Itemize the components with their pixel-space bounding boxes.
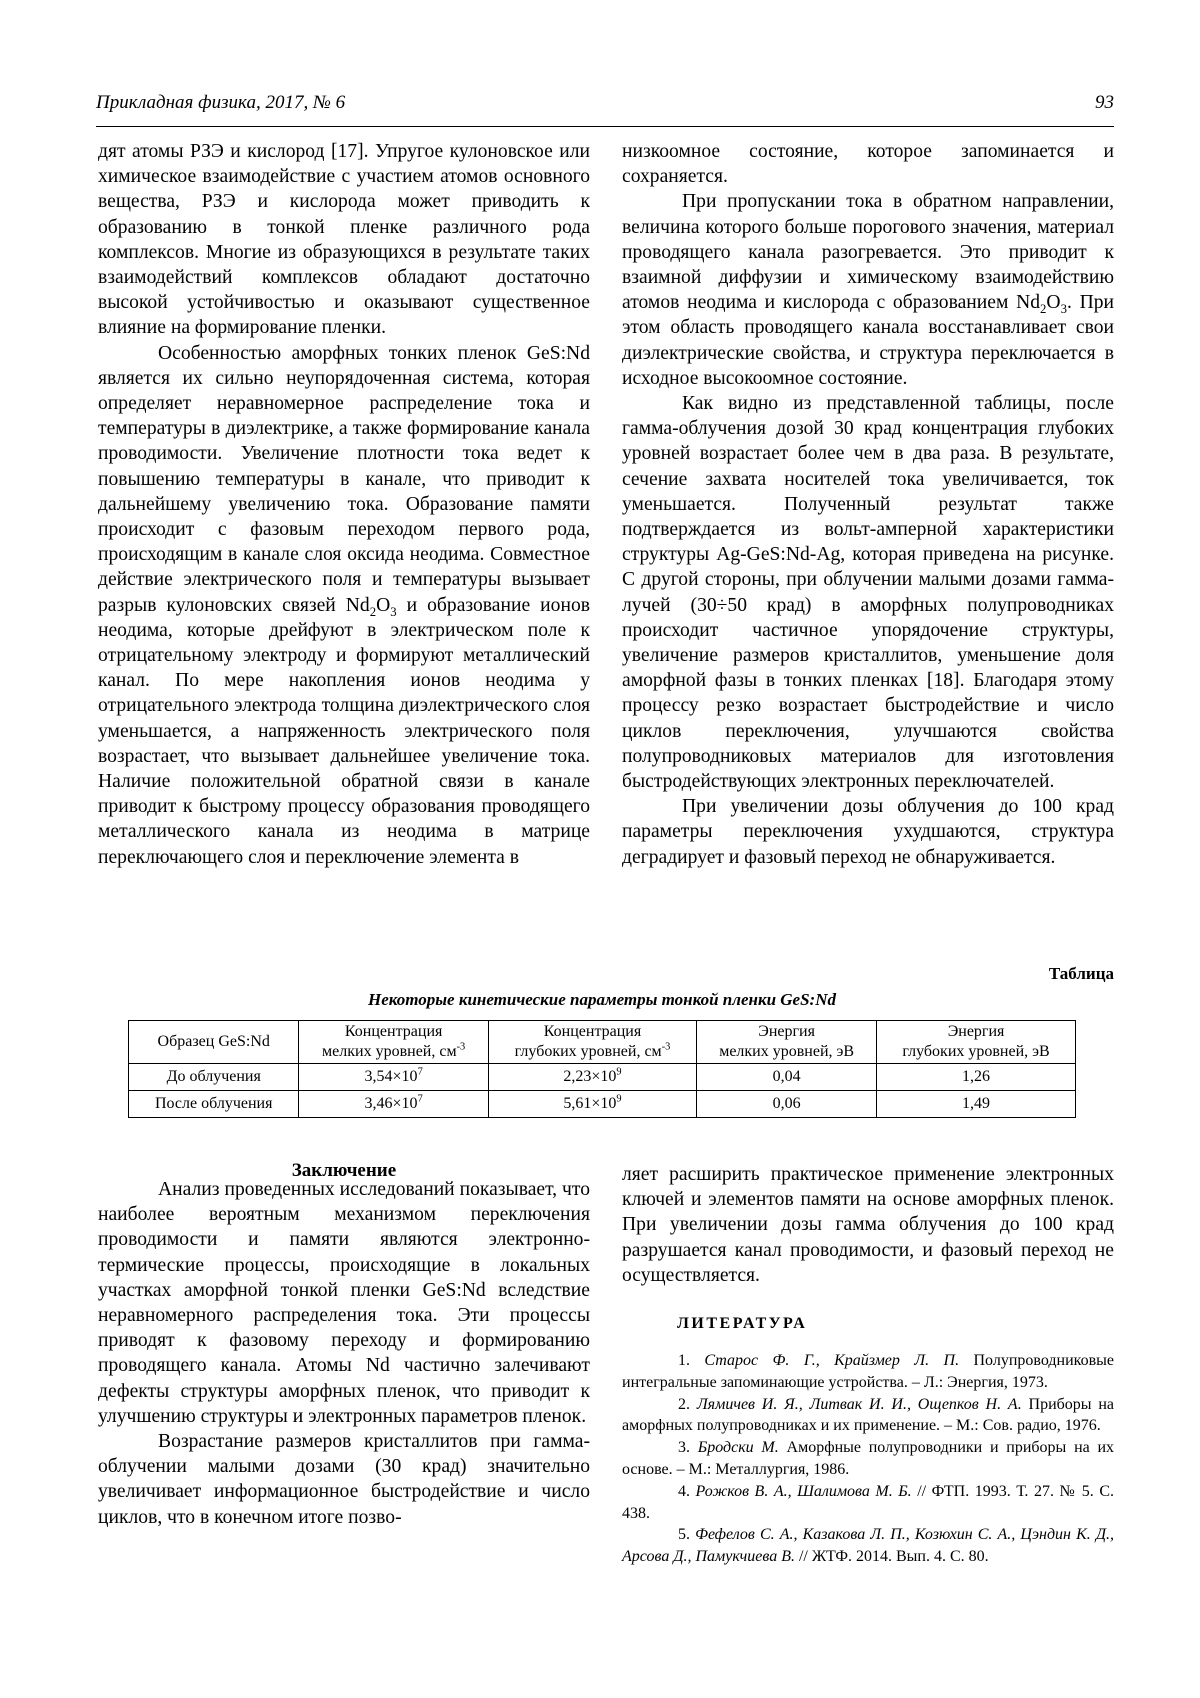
table-cell: $5,61\times 10^9$	[488, 1091, 696, 1118]
reference-item: 2. Лямичев И. Я., Литвак И. И., Ощепков Н. А. Приборы на аморфных полупроводниках и их применение. – М.: Сов. радио, 1976.	[622, 1395, 1115, 1435]
conclusion-right-column	[622, 1162, 1114, 1288]
paragraph: Как видно из представленной таблицы, после гамма-облучения дозой 30 крад концентрация глубоких уровней возрастает более чем в два раза. В результате, сечение захвата носителей тока увеличивается, ток уменьшается. Полученный результат также подтверждается из вольт-амперной характеристики структуры Ag-GeS:Nd-Ag, которая приведена на рисунке. С другой стороны, при облучении малыми дозами гамма-лучей (30÷50 крад) в аморфных полупроводниках происходит частичное упорядочение структуры, увеличение размеров кристаллитов, уменьшение доля аморфной фазы в тонких пленках [18]. Благодаря этому процессу резко возрастает быстродействие и число циклов переключения, улучшаются свойства полупроводниковых материалов для изготовления быстродействующих электронных переключателей.	[622, 393, 1114, 793]
table-cell: 0,06	[697, 1091, 877, 1118]
table-header-cell: Энергия глубоких уровней, эВ	[877, 1021, 1076, 1064]
conclusion-heading: Заключение	[291, 1160, 397, 1181]
paragraph: дят атомы РЗЭ и кислород [17]. Упругое кулоновское или химическое взаимодействие с участием атомов основного вещества, РЗЭ и кислорода может приводить к образованию в тонкой пленке различного рода комплексов. Многие из образующихся в результате таких взаимодействий комплексов обладают достаточно высокой устойчивостью и оказывают существенное влияние на формирование пленки.	[98, 141, 590, 339]
paragraph: При пропускании тока в обратном направлении, величина которого больше порогового значения, материал проводящего канала разогревается. Это приводит к взаимной диффузии и химическому взаимодействию атомов неодима и кислорода с образованием $Nd_2O_3$. При этом область проводящего канала восстанавливает свои диэлектрические свойства, и структура переключается в исходное высокоомное состояние.	[622, 191, 1114, 389]
journal-title: Прикладная физика, 2017, № 6	[96, 92, 346, 113]
paragraph: ляет расширить практическое применение электронных ключей и элементов памяти на основе аморфных пленок. При увеличении дозы гамма облучения до 100 крад разрушается канал проводимости, и фазовый переход не осуществляется.	[622, 1164, 1114, 1286]
references-list	[622, 1350, 1114, 1568]
table-cell: 0,04	[697, 1064, 877, 1091]
paragraph: Особенностью аморфных тонких пленок GeS:Nd является их сильно неупорядоченная система, которая определяет неравномерное распределение тока и температуры в диэлектрике, а также формирование канала проводимости. Увеличение плотности тока ведет к повышению температуры в канале, что приводит к дальнейшему увеличению тока. Образование памяти происходит с фазовым переходом первого рода, происходящим в канале слоя оксида неодима. Совместное действие электрического поля и температуры вызывает разрыв кулоновских связей $Nd_2O_3$ и образование ионов неодима, которые дрейфуют в электрическом поле к отрицательному электроду и формируют металлический канал. По мере накопления ионов неодима у отрицательного электрода толщина диэлектрического слоя уменьшается, а напряженность электрического поля возрастает, что вызывает дальнейшее увеличение тока. Наличие положительной обратной связи в канале приводит к быстрому процессу образования проводящего металлического канала из неодима в матрице переключающего слоя и переключение элемента в	[98, 342, 590, 868]
table-cell: $3,54\times 10^7$	[299, 1064, 488, 1091]
table-row	[129, 1064, 1076, 1091]
table-cell: До облучения	[129, 1064, 299, 1091]
formula-nd2o3: $Nd_2O_3$	[345, 594, 397, 619]
page-number: 93	[1095, 92, 1114, 113]
paragraph: Возрастание размеров кристаллитов при гамма-облучении малыми дозами (30 крад) значительно увеличивает информационное быстродействие и число циклов, что в конечном итоге позво-	[98, 1431, 590, 1528]
table-caption: Некоторые кинетические параметры тонкой пленки GeS:Nd	[368, 990, 836, 1009]
paragraph: Анализ проведенных исследований показывает, что наиболее вероятным механизмом переключения проводимости и памяти являются электронно-термические процессы, происходящие в локальных участках аморфной тонкой пленки GeS:Nd вследствие неравномерного распределения тока. Эти процессы приводят к фазовому переходу и формированию проводящего канала. Атомы Nd частично залечивают дефекты структуры аморфных пленок, что приводит к улучшению структуры и электронных параметров пленок.	[98, 1179, 590, 1427]
left-column-top	[98, 139, 590, 870]
reference-item: 4. Рожков В. А., Шалимова М. Б. // ФТП. 1993. Т. 27. № 5. С. 438.	[622, 1482, 1114, 1522]
kinetic-parameters-table	[128, 1020, 1076, 1118]
table-row	[129, 1091, 1076, 1118]
conclusion-left-column	[98, 1177, 590, 1530]
paragraph: При увеличении дозы облучения до 100 крад параметры переключения ухудшаются, структура деградирует и фазовый переход не обнаруживается.	[622, 796, 1114, 868]
table-header-cell: Концентрация глубоких уровней, $см^{-3}$	[488, 1021, 696, 1064]
table-label: Таблица	[1048, 964, 1114, 983]
table-cell: 1,49	[877, 1091, 1076, 1118]
formula-nd2o3: $Nd_2O_3$	[1016, 292, 1067, 317]
reference-item: 3. Бродски М. Аморфные полупроводники и приборы на их основе. – М.: Металлургия, 1986.	[622, 1439, 1115, 1478]
table-cell: $2,23\times 10^9$	[488, 1064, 696, 1091]
references-heading: ЛИТЕРАТУРА	[677, 1315, 808, 1332]
table-cell: $3,46\times 10^7$	[299, 1091, 488, 1118]
paragraph: низкоомное состояние, которое запоминается и сохраняется.	[622, 141, 1114, 188]
reference-item: 1. Старос Ф. Г., Крайзмер Л. П. Полупроводниковые интегральные запоминающие устройства. – Л.: Энергия, 1973.	[622, 1352, 1115, 1391]
table-header-row	[129, 1021, 1076, 1064]
table-header-cell: Образец GeS:Nd	[129, 1021, 299, 1064]
table-cell: После облучения	[129, 1091, 299, 1118]
table-header-cell: Энергия мелких уровней, эВ	[697, 1021, 877, 1064]
reference-item: 5. Фефелов С. А., Казакова Л. П., Козюхин С. А., Цэндин К. Д., Арсова Д., Памукчиева В. // ЖТФ. 2014. Вып. 4. С. 80.	[622, 1526, 1115, 1566]
running-header	[96, 92, 1114, 127]
right-column-top	[622, 139, 1114, 870]
table-header-cell: Концентрация мелких уровней, $см^{-3}$	[299, 1021, 488, 1064]
table-cell: 1,26	[877, 1064, 1076, 1091]
